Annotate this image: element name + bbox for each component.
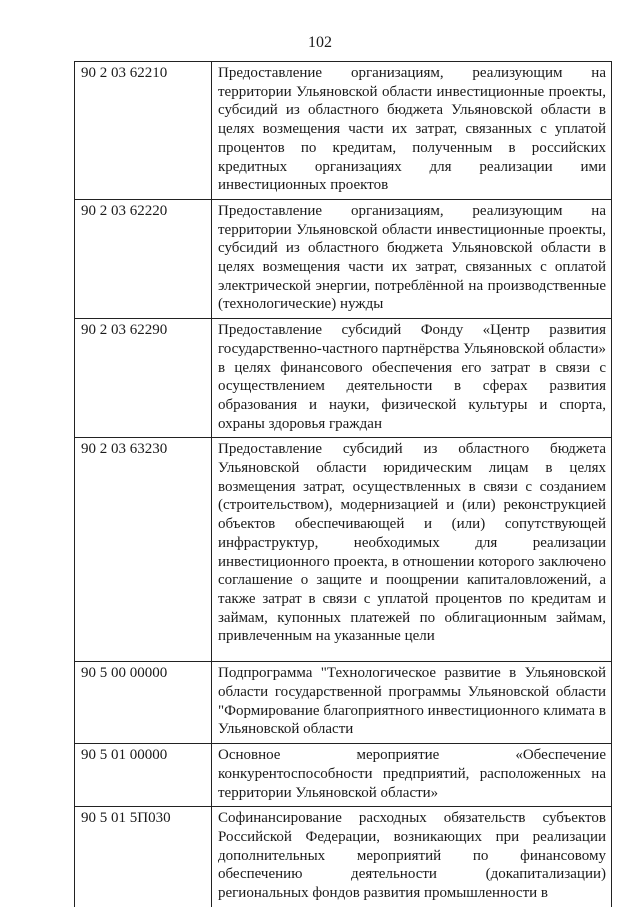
budget-classification-table: [74, 61, 612, 907]
description-text: Предоставление субсидий Фонду «Центр развития государственно-частного партнёрства Ульяновской области» в целях финансового обеспечения его затрат в связи с осуществлением деятельности в сферах развития образования и науки, физической культуры и спорта, охраны здоровья граждан: [218, 322, 606, 432]
expense-description: [212, 199, 612, 318]
classification-code: 90 2 03 62220: [75, 199, 212, 318]
table-row: [75, 438, 612, 662]
table-row: [75, 62, 612, 200]
table-row: [75, 319, 612, 438]
description-text: Предоставление организациям, реализующим на территории Ульяновской области инвестиционные проекты, субсидий из областного бюджета Ульяновской области в целях возмещения части их затрат, связанных с уплатой процентов по кредитам, полученным в российских кредитных организациях для реализации ими инвестиционных проектов: [218, 65, 606, 194]
description-text: Подпрограмма "Технологическое развитие в Ульяновской области государственной программы Ульяновской области "Формирование благоприятного инвестиционного климата в Ульяновской области: [218, 665, 606, 738]
classification-code: 90 2 03 62210: [75, 62, 212, 200]
expense-description: [212, 744, 612, 807]
description-text: Предоставление организациям, реализующим на территории Ульяновской области инвестиционные проекты, субсидий из областного бюджета Ульяновской области в целях возмещения части их затрат, связанных с оплатой электрической энергии, потреблённой на производственные (технологические) нужды: [218, 202, 606, 313]
expense-description: [212, 438, 612, 662]
expense-description: [212, 62, 612, 200]
table-row: [75, 199, 612, 318]
table-row: [75, 662, 612, 744]
expense-description: [212, 662, 612, 744]
classification-code: 90 2 03 63230: [75, 438, 212, 662]
table-row: [75, 744, 612, 807]
classification-code: 90 5 01 5П030: [75, 807, 212, 907]
expense-description: [212, 807, 612, 907]
classification-code: 90 5 00 00000: [75, 662, 212, 744]
table-row: [75, 807, 612, 907]
page-number: 102: [308, 34, 332, 51]
expense-description: [212, 319, 612, 438]
description-text: Предоставление субсидий из областного бюджета Ульяновской области юридическим лицам в целях возмещения затрат, осуществленных в связи с созданием (строительством), модернизацией и (или) реконструкцией объектов обеспечивающей и (или) сопутствующей инфраструктур, необходимых для реализации инвестиционного проекта, в отношении которого заключено соглашение о защите и поощрении капиталовложений, а также затрат в связи с уплатой процентов по кредитам и займам, купонных платежей по облигационным займам, привлеченным на указанные цели: [218, 441, 606, 645]
description-text: Основное мероприятие «Обеспечение конкурентоспособности предприятий, расположенных на территории Ульяновской области»: [218, 747, 606, 801]
classification-code: 90 5 01 00000: [75, 744, 212, 807]
classification-code: 90 2 03 62290: [75, 319, 212, 438]
description-text: Софинансирование расходных обязательств субъектов Российской Федерации, возникающих при реализации дополнительных мероприятий по финансовому обеспечению деятельности (докапитализации) региональных фондов развития промышленности в: [218, 810, 606, 902]
